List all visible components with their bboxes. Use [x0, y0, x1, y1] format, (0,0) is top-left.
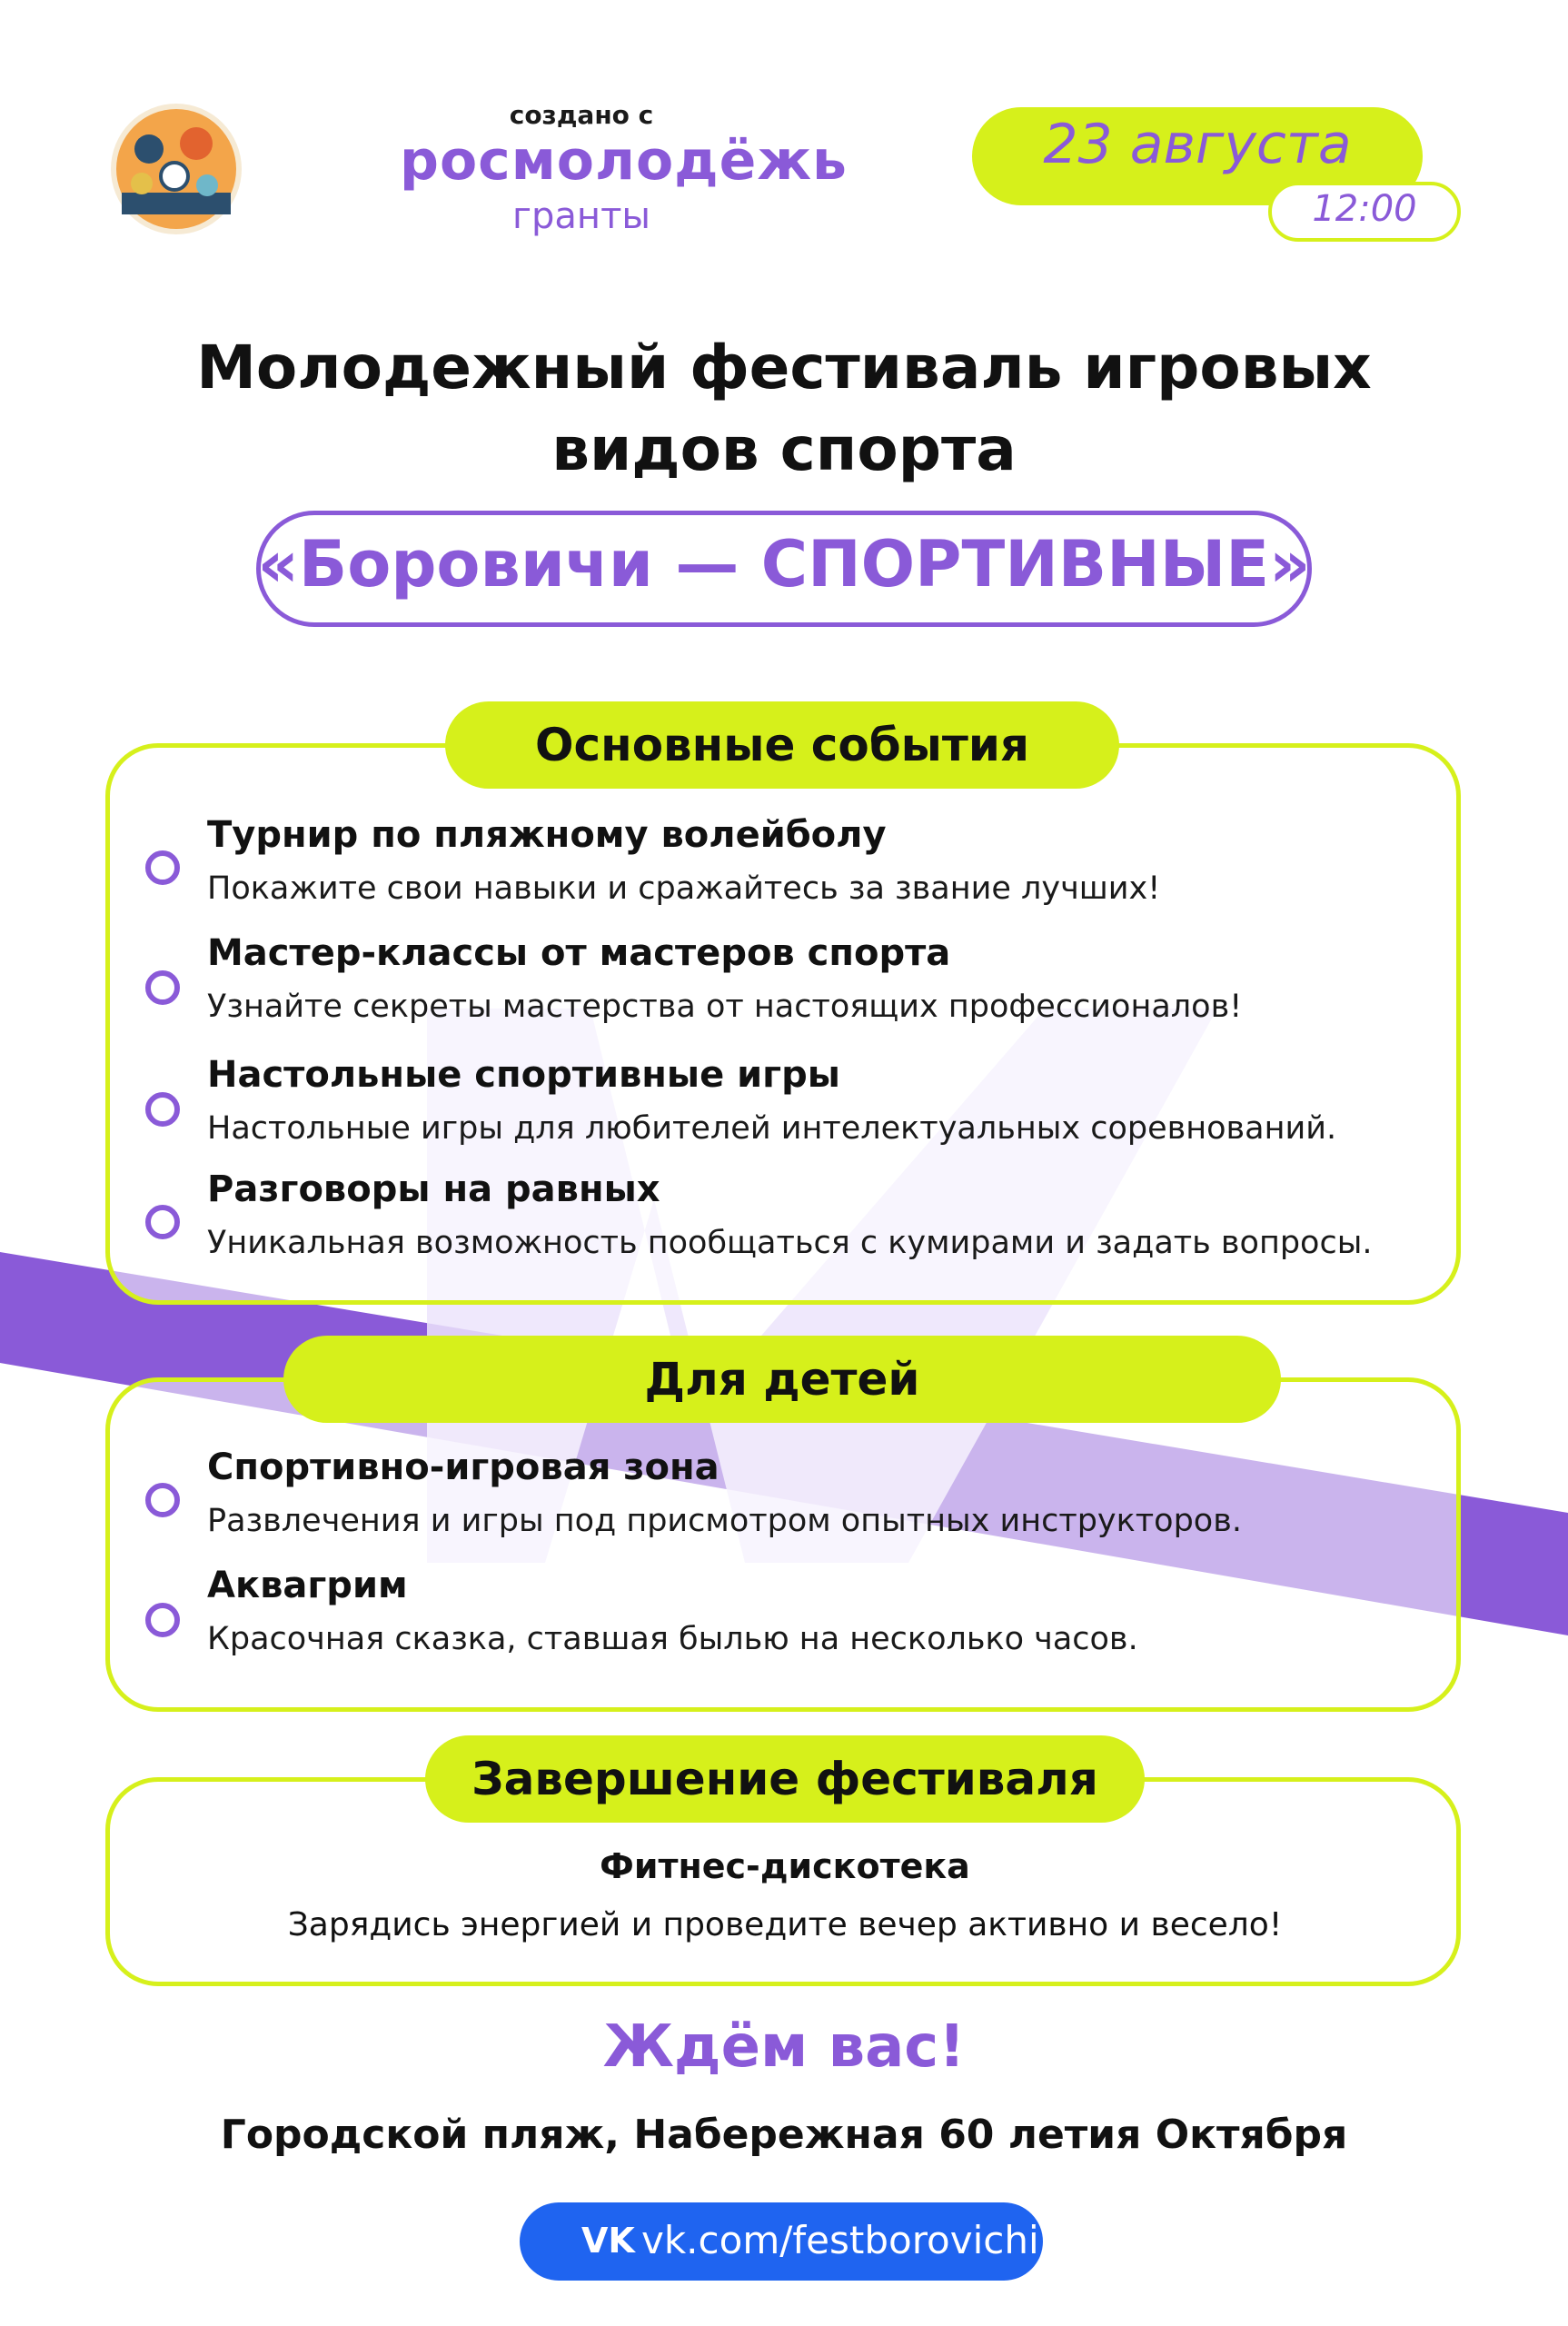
item-title: Настольные спортивные игры — [207, 1054, 840, 1096]
main-events-heading: Основные события — [445, 701, 1119, 789]
item-title: Мастер-классы от мастеров спорта — [207, 932, 951, 974]
item-title: Разговоры на равных — [207, 1168, 660, 1210]
item-description: Развлечения и игры под присмотром опытных инструкторов. — [207, 1503, 1242, 1539]
item-title: Турнир по пляжному волейболу — [207, 814, 887, 856]
item-description: Красочная сказка, ставшая былью на несколько часов. — [207, 1621, 1138, 1657]
bullet-circle-icon — [145, 850, 180, 885]
bullet-circle-icon — [145, 1205, 180, 1239]
bullet-circle-icon — [145, 1092, 180, 1127]
bullet-circle-icon — [145, 1603, 180, 1637]
finale-description: Зарядись энергией и проведите вечер активно и весело! — [287, 1906, 1283, 1943]
item-description: Уникальная возможность пообщаться с кумирами и задать вопросы. — [207, 1225, 1373, 1261]
list-item — [145, 932, 1417, 1032]
finale-title: Фитнес-дискотека — [600, 1846, 970, 1886]
welcome-text: Ждём вас! — [602, 2013, 966, 2081]
list-item — [145, 1446, 1417, 1546]
list-item — [145, 1168, 1417, 1268]
item-description: Покажите свои навыки и сражайтесь за звание лучших! — [207, 870, 1161, 907]
event-time: 12:00 — [1312, 188, 1417, 230]
item-description: Узнайте секреты мастерства от настоящих профессионалов! — [207, 989, 1243, 1025]
item-title: Спортивно-игровая зона — [207, 1446, 719, 1488]
created-with-block — [400, 100, 848, 237]
festival-name: «Боровичи — СПОРТИВНЫЕ» — [257, 527, 1311, 601]
bullet-circle-icon — [145, 970, 180, 1005]
kids-heading: Для детей — [283, 1336, 1281, 1423]
vk-link-text[interactable]: vk.com/festborovichi — [641, 2218, 1039, 2262]
item-title: Аквагрим — [207, 1565, 408, 1606]
title-line-2: видов спорта — [551, 414, 1017, 485]
item-description: Настольные игры для любителей интелектуальных соревнований. — [207, 1110, 1337, 1147]
brand-subtitle: гранты — [512, 195, 650, 237]
list-item — [145, 814, 1417, 914]
event-address: Городской пляж, Набережная 60 летия Октября — [220, 2112, 1348, 2158]
created-with-label: создано с — [509, 100, 654, 130]
brand-name: росмолодёжь — [400, 129, 848, 193]
list-item — [145, 1054, 1417, 1154]
page-title — [145, 327, 1423, 492]
bullet-circle-icon — [145, 1483, 180, 1517]
vk-icon: VK — [581, 2221, 635, 2261]
event-date: 23 августа — [1043, 113, 1352, 176]
sports-logo — [109, 102, 243, 236]
finale-heading: Завершение фестиваля — [425, 1735, 1145, 1823]
list-item — [145, 1565, 1417, 1665]
title-line-1: Молодежный фестиваль игровых — [196, 333, 1372, 403]
